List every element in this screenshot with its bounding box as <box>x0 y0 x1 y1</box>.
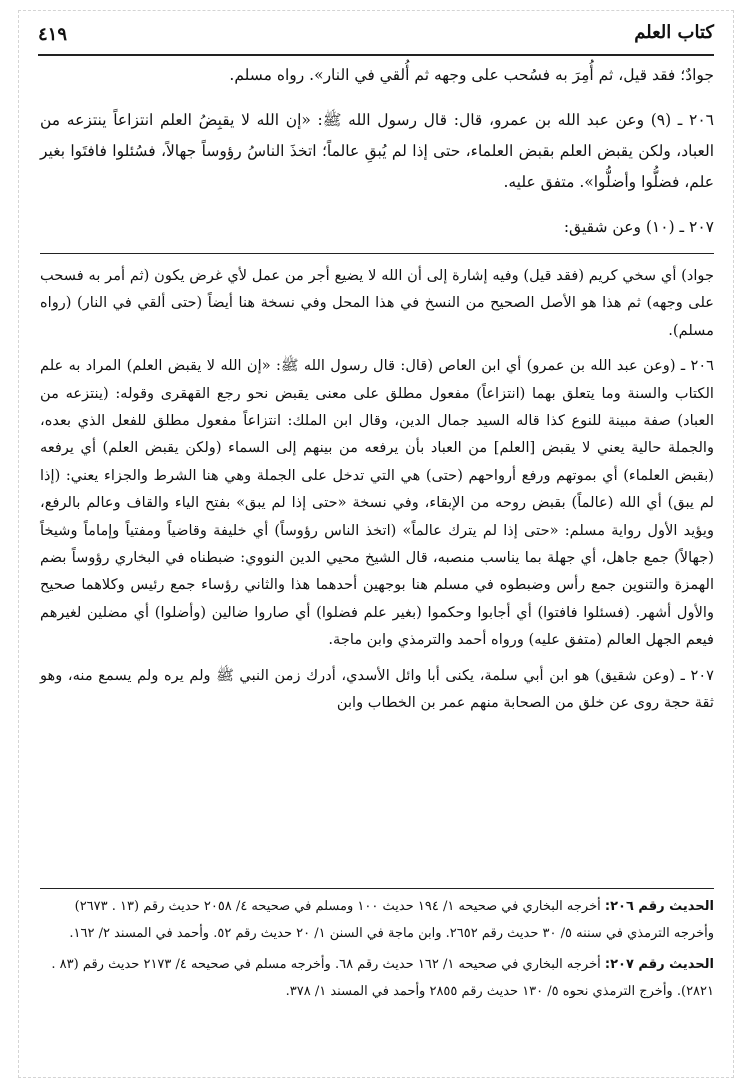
commentary-divider <box>40 253 714 254</box>
hadith-paragraph: ٢٠٧ ـ (١٠) وعن شقيق: <box>563 218 714 236</box>
hadith-paragraph: ٢٠٦ ـ (٩) وعن عبد الله بن عمرو، قال: قال رسول الله ﷺ: «إن الله لا يقبِضُ العلم انتزاعاً ينتزعه من العباد، ولكن يقبض العلم بقبض العلماء، حتى إذا لم يُبقِ عالماً؛ اتخذَ الناسُ رؤوساً جهالاً، فسُئلوا فافتَوا بغير علم، فضلُّوا وأضلُّوا». متفق عليه. <box>40 111 714 191</box>
commentary-paragraph: ٢٠٦ ـ (وعن عبد الله بن عمرو) أي ابن العاص (قال: قال رسول الله ﷺ: «إن الله لا يقبض العلم) المراد به علم الكتاب والسنة وما يتعلق بهما (انتزاعاً) مفعول مطلق على معنى يقبض نحو رجع القهقرى وقوله: (ينتزعه من العباد) صفة مبينة للنوع كذا قاله السيد جمال الدين، وقال ابن الملك: انتزاعاً مفعول مطلق للفعل الذي بعده، والجملة حالية يعني لا يقبض [العلم] من العباد بأن يرفعه من بينهم إلى السماء (ولكن يقبض العلم) أي يرفعه (بقبض العلماء) أي بموتهم ورفع أرواحهم (حتى) هي التي تدخل على الجملة وهي هنا الشرط والجزاء يعني: (إذا لم يبق) أي الله (عالماً) بقبض روحه من الإبقاء، وفي نسخة «حتى إذا لم يبق» بفتح الياء والقاف وعالم بالرفع، ويؤيد الأول رواية مسلم: «حتى إذا لم يترك عالماً» (اتخذ الناس رؤوساً) أي خليفة وقاضياً ومفتياً وإماماً وشيخاً (جهالاً) جمع جاهل، أي جهلة بما يناسب منصبه، قال الشيخ محيي الدين النووي: ضبطناه في البخاري رؤوساً بضم الهمزة والتنوين جمع رأس وضبطوه في مسلم هنا بوجهين أحدهما هذا والثاني رؤساء جمع رئيس وكلاهما صحيح والأول أشهر. (فسئلوا فافتوا) أي أجابوا وحكموا (بغير علم فضلوا) أي صاروا ضالين (وأضلوا) أي مضلين لغيرهم فيعم الجهل العالم (متفق عليه) ورواه أحمد والترمذي وابن ماجة. <box>40 357 714 649</box>
commentary-paragraph: ٢٠٧ ـ (وعن شقيق) هو ابن أبي سلمة، يكنى أبا وائل الأسدي، أدرك زمن النبي ﷺ ولم يره ولم يسمع منه، وهو ثقة حجة روى عن خلق من الصحابة منهم عمر بن الخطاب وابن <box>40 666 714 712</box>
footnote <box>40 893 714 947</box>
footnote <box>40 951 714 1005</box>
footnote-text: أخرجه البخاري في صحيحه ١/ ١٦٢ حديث رقم ٦٨. وأخرجه مسلم في صحيحه ٤/ ٢١٧٣ حديث رقم (٨٣ . ٢٨٢١). وأخرج الترمذي نحوه ٥/ ١٣٠ حديث رقم ٢٨٥٥ وأحمد في المسند ١/ ٣٧٨. <box>51 957 714 999</box>
footnote-text: أخرجه البخاري في صحيحه ١/ ١٩٤ حديث ١٠٠ ومسلم في صحيحه ٤/ ٢٠٥٨ حديث رقم (١٣ . ٢٦٧٣) وأخرجه الترمذي في سننه ٥/ ٣٠ حديث رقم ٢٦٥٢. وابن ماجة في السنن ١/ ٢٠ حديث رقم ٥٢. وأحمد في المسند ٢/ ١٦٢. <box>69 899 714 941</box>
footnote-label: الحديث رقم ٢٠٦: <box>604 899 714 914</box>
page-content <box>40 60 714 725</box>
running-title: كتاب العلم <box>634 22 714 43</box>
commentary-paragraph: جواد) أي سخي كريم (فقد قيل) وفيه إشارة إلى أن الله لا يضيع أجر من عمل لأي غرض يكون (ثم أمر به فسحب على وجهه) ثم هذا هو الأصل الصحيح من النسخ في هذا المحل وفي نسخة هنا أيضاً (حتى ألقي في النار) (رواه مسلم). <box>40 267 714 339</box>
commentary <box>40 262 714 717</box>
hadith-paragraph: جوادٌ؛ فقد قيل، ثم أُمِرَ به فسُحب على وجهه ثم أُلقي في النار». رواه مسلم. <box>229 66 714 84</box>
footnotes <box>40 888 714 1007</box>
page-number: ٤١٩ <box>38 24 68 45</box>
footnote-label: الحديث رقم ٢٠٧: <box>604 957 714 972</box>
hadith-text <box>40 60 714 243</box>
page-header <box>38 16 714 56</box>
